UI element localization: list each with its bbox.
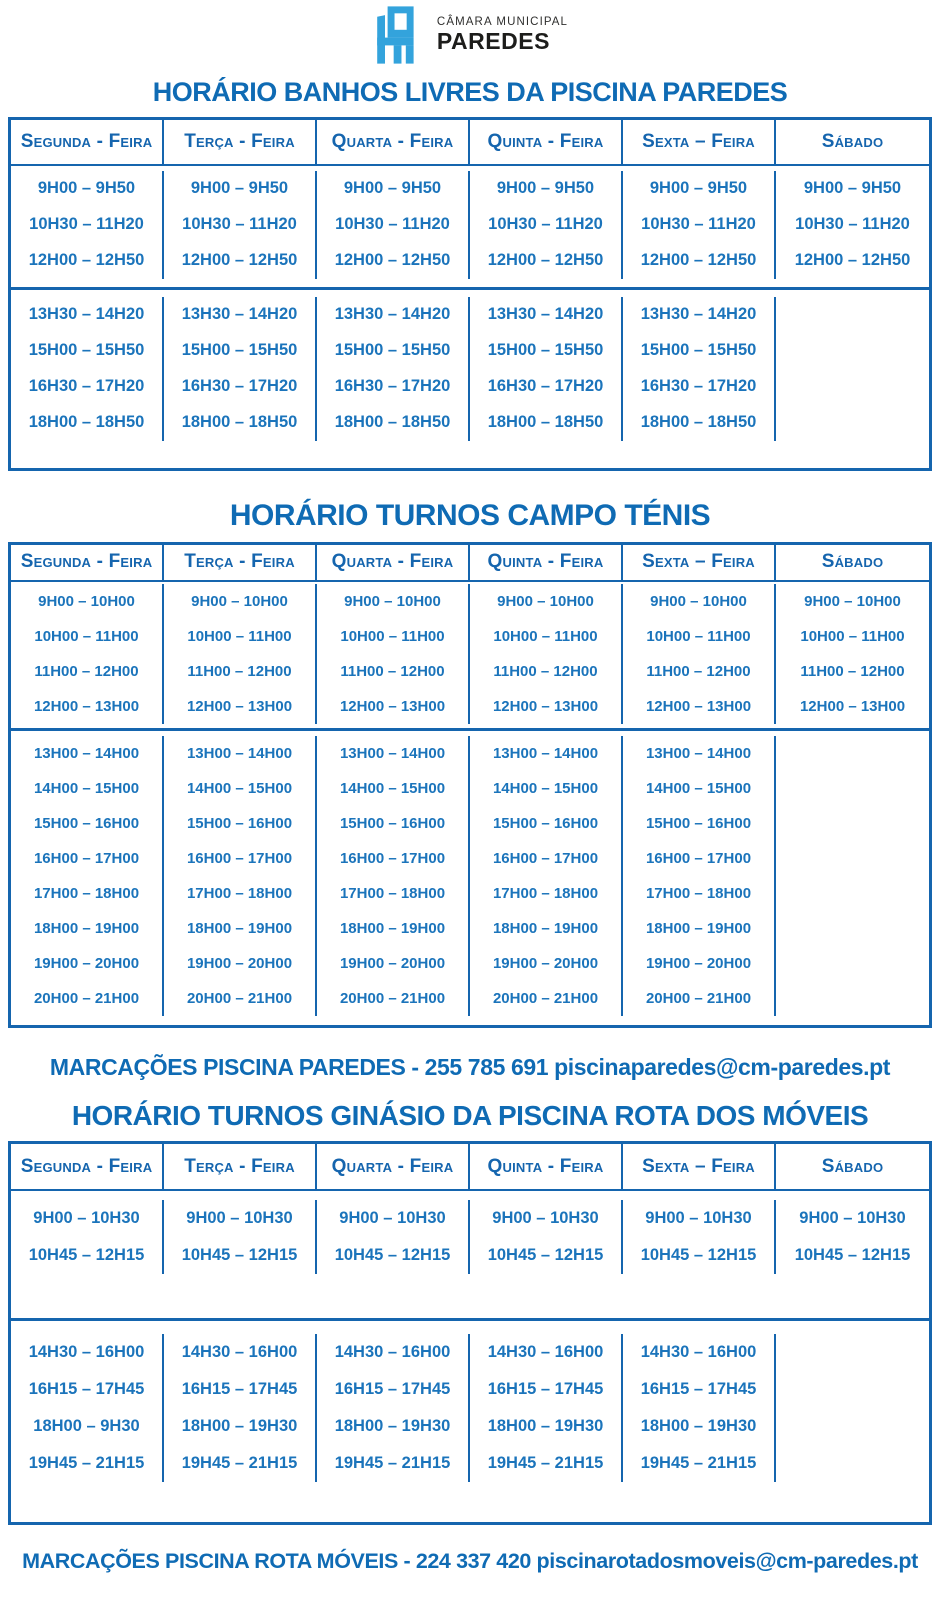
day-header-cell: Sábado bbox=[821, 130, 884, 152]
day-column bbox=[776, 297, 929, 441]
day-column bbox=[470, 1200, 623, 1274]
time-cell: 12H00 – 13H00 bbox=[799, 697, 906, 715]
time-cell: 15H00 – 16H00 bbox=[186, 814, 293, 832]
time-cell: 10H00 – 11H00 bbox=[340, 627, 445, 645]
time-cell: 16H15 – 17H45 bbox=[28, 1380, 145, 1399]
time-cell: 18H00 – 18H50 bbox=[487, 413, 604, 432]
schedule-table-banhos-livres bbox=[8, 117, 932, 471]
time-cell: 12H00 – 12H50 bbox=[794, 251, 911, 270]
day-header-cell: Quinta - Feira bbox=[470, 545, 623, 580]
time-cell: 9H00 – 9H50 bbox=[343, 179, 442, 198]
day-column bbox=[776, 1334, 929, 1482]
time-cell: 10H30 – 11H20 bbox=[488, 215, 603, 234]
day-column bbox=[11, 1334, 164, 1482]
time-cell: 14H30 – 16H00 bbox=[28, 1343, 145, 1362]
time-cell: 16H30 – 17H20 bbox=[28, 377, 145, 396]
time-cell: 18H00 – 19H30 bbox=[487, 1417, 604, 1436]
time-cell bbox=[776, 1408, 929, 1445]
day-header-cell: Quarta - Feira bbox=[317, 120, 470, 164]
time-cell: 18H00 – 19H00 bbox=[339, 919, 446, 937]
time-cell: 18H00 – 19H00 bbox=[33, 919, 140, 937]
schedule-title-campo-tenis: HORÁRIO TURNOS CAMPO TÉNIS bbox=[229, 498, 711, 532]
day-header-cell: Quarta - Feira bbox=[317, 545, 470, 580]
day-header-cell: Terça - Feira bbox=[164, 545, 317, 580]
time-cell: 16H15 – 17H45 bbox=[487, 1380, 604, 1399]
schedule-block bbox=[11, 1191, 929, 1318]
day-header-cell: Quinta - Feira bbox=[470, 120, 623, 164]
time-cell bbox=[776, 911, 929, 946]
day-header-cell: Quarta - Feira bbox=[317, 1144, 470, 1189]
day-column bbox=[623, 171, 776, 279]
day-column bbox=[623, 584, 776, 724]
schedule-block bbox=[11, 582, 929, 728]
day-column bbox=[470, 736, 623, 1016]
time-cell: 18H00 – 19H00 bbox=[186, 919, 293, 937]
time-cell bbox=[776, 946, 929, 981]
time-cell: 15H00 – 16H00 bbox=[492, 814, 599, 832]
time-cell: 14H30 – 16H00 bbox=[181, 1343, 298, 1362]
day-column bbox=[11, 1200, 164, 1274]
time-cell: 9H00 – 10H30 bbox=[645, 1209, 752, 1228]
day-column bbox=[164, 584, 317, 724]
day-header-cell: Sexta – Feira bbox=[623, 120, 776, 164]
time-cell: 14H00 – 15H00 bbox=[33, 779, 140, 797]
time-cell: 9H00 – 10H30 bbox=[33, 1209, 140, 1228]
time-cell: 18H00 – 19H30 bbox=[334, 1417, 451, 1436]
time-cell: 15H00 – 15H50 bbox=[487, 341, 604, 360]
schedule-title-banhos-livres: HORÁRIO BANHOS LIVRES DA PISCINA PAREDES bbox=[152, 77, 788, 107]
time-cell: 11H00 – 12H00 bbox=[340, 662, 445, 680]
time-cell bbox=[776, 771, 929, 806]
time-cell: 20H00 – 21H00 bbox=[645, 989, 752, 1007]
time-cell: 9H00 – 10H30 bbox=[492, 1209, 599, 1228]
time-cell: 19H45 – 21H15 bbox=[487, 1454, 604, 1473]
day-column bbox=[317, 1334, 470, 1482]
time-cell: 16H00 – 17H00 bbox=[186, 849, 293, 867]
time-cell bbox=[776, 876, 929, 911]
time-cell: 9H00 – 10H30 bbox=[339, 1209, 446, 1228]
time-cell: 17H00 – 18H00 bbox=[186, 884, 293, 902]
time-cell: 13H30 – 14H20 bbox=[181, 305, 298, 324]
time-cell: 12H00 – 13H00 bbox=[33, 697, 140, 715]
time-cell: 19H45 – 21H15 bbox=[181, 1454, 298, 1473]
time-cell: 9H00 – 9H50 bbox=[803, 179, 902, 198]
time-cell: 19H00 – 20H00 bbox=[33, 954, 140, 972]
time-cell: 10H00 – 11H00 bbox=[646, 627, 751, 645]
time-cell: 17H00 – 18H00 bbox=[339, 884, 446, 902]
time-cell: 16H30 – 17H20 bbox=[181, 377, 298, 396]
day-column bbox=[470, 584, 623, 724]
logo-city-name: PAREDES bbox=[436, 28, 550, 55]
day-column bbox=[317, 584, 470, 724]
time-cell: 18H00 – 18H50 bbox=[28, 413, 145, 432]
time-cell: 14H00 – 15H00 bbox=[339, 779, 446, 797]
day-column bbox=[317, 171, 470, 279]
time-cell: 15H00 – 16H00 bbox=[33, 814, 140, 832]
day-header-cell: Segunda - Feira bbox=[11, 545, 164, 580]
time-cell: 12H00 – 12H50 bbox=[181, 251, 298, 270]
time-cell: 11H00 – 12H00 bbox=[646, 662, 751, 680]
time-cell: 11H00 – 12H00 bbox=[34, 662, 139, 680]
time-cell: 10H45 – 12H15 bbox=[487, 1246, 604, 1265]
day-column bbox=[11, 171, 164, 279]
time-cell: 10H30 – 11H20 bbox=[335, 215, 450, 234]
day-column bbox=[317, 297, 470, 441]
time-cell: 10H45 – 12H15 bbox=[181, 1246, 298, 1265]
day-column bbox=[623, 297, 776, 441]
time-cell bbox=[776, 297, 929, 333]
day-header-cell: Segunda - Feira bbox=[11, 1144, 164, 1189]
day-column bbox=[164, 736, 317, 1016]
day-header-cell: Terça - Feira bbox=[164, 120, 317, 164]
time-cell: 10H45 – 12H15 bbox=[28, 1246, 145, 1265]
time-cell: 12H00 – 12H50 bbox=[334, 251, 451, 270]
time-cell: 12H00 – 12H50 bbox=[487, 251, 604, 270]
time-cell: 9H00 – 10H00 bbox=[650, 592, 747, 610]
day-column bbox=[11, 584, 164, 724]
day-column bbox=[470, 297, 623, 441]
day-column bbox=[11, 736, 164, 1016]
time-cell: 16H15 – 17H45 bbox=[334, 1380, 451, 1399]
schedule-block bbox=[11, 728, 929, 1025]
time-cell: 9H00 – 9H50 bbox=[649, 179, 748, 198]
time-cell: 14H30 – 16H00 bbox=[334, 1343, 451, 1362]
time-cell: 9H00 – 10H00 bbox=[804, 592, 901, 610]
day-column bbox=[164, 171, 317, 279]
time-cell: 18H00 – 19H00 bbox=[645, 919, 752, 937]
day-column bbox=[11, 297, 164, 441]
time-cell: 12H00 – 13H00 bbox=[492, 697, 599, 715]
day-column bbox=[623, 1200, 776, 1274]
time-cell: 9H00 – 10H00 bbox=[38, 592, 135, 610]
time-cell: 16H00 – 17H00 bbox=[492, 849, 599, 867]
time-cell: 20H00 – 21H00 bbox=[33, 989, 140, 1007]
time-cell bbox=[776, 736, 929, 771]
day-column bbox=[317, 1200, 470, 1274]
time-cell: 20H00 – 21H00 bbox=[492, 989, 599, 1007]
time-cell: 13H00 – 14H00 bbox=[33, 744, 140, 762]
time-cell: 20H00 – 21H00 bbox=[186, 989, 293, 1007]
time-cell: 13H30 – 14H20 bbox=[640, 305, 757, 324]
day-header-cell: Sábado bbox=[821, 551, 884, 573]
day-column bbox=[623, 736, 776, 1016]
time-cell: 12H00 – 13H00 bbox=[339, 697, 446, 715]
time-cell: 10H30 – 11H20 bbox=[795, 215, 910, 234]
time-cell: 14H00 – 15H00 bbox=[492, 779, 599, 797]
day-column bbox=[470, 171, 623, 279]
time-cell bbox=[776, 981, 929, 1016]
day-column bbox=[776, 736, 929, 1016]
time-cell: 12H00 – 12H50 bbox=[28, 251, 145, 270]
time-cell: 16H00 – 17H00 bbox=[645, 849, 752, 867]
time-cell: 20H00 – 21H00 bbox=[339, 989, 446, 1007]
time-cell: 13H30 – 14H20 bbox=[487, 305, 604, 324]
contact-line-piscina-paredes: MARCAÇÕES PISCINA PAREDES - 255 785 691 piscinaparedes@cm-paredes.pt bbox=[49, 1053, 891, 1080]
time-cell: 18H00 – 19H30 bbox=[640, 1417, 757, 1436]
time-cell: 9H00 – 9H50 bbox=[496, 179, 595, 198]
time-cell: 19H00 – 20H00 bbox=[186, 954, 293, 972]
time-cell: 17H00 – 18H00 bbox=[492, 884, 599, 902]
time-cell: 18H00 – 18H50 bbox=[181, 413, 298, 432]
time-cell: 15H00 – 16H00 bbox=[645, 814, 752, 832]
time-cell: 17H00 – 18H00 bbox=[33, 884, 140, 902]
time-cell: 12H00 – 12H50 bbox=[640, 251, 757, 270]
time-cell: 14H00 – 15H00 bbox=[645, 779, 752, 797]
time-cell: 11H00 – 12H00 bbox=[800, 662, 905, 680]
day-column bbox=[776, 1200, 929, 1274]
time-cell: 10H30 – 11H20 bbox=[641, 215, 756, 234]
time-cell bbox=[776, 1371, 929, 1408]
municipal-logo bbox=[0, 0, 940, 62]
time-cell bbox=[776, 369, 929, 405]
time-cell: 10H00 – 11H00 bbox=[800, 627, 905, 645]
time-cell: 19H00 – 20H00 bbox=[339, 954, 446, 972]
day-column bbox=[623, 1334, 776, 1482]
day-column bbox=[164, 1200, 317, 1274]
schedule-table-ginasio-rota-moveis bbox=[8, 1141, 932, 1525]
time-cell bbox=[776, 333, 929, 369]
time-cell: 12H00 – 13H00 bbox=[186, 697, 293, 715]
time-cell: 13H00 – 14H00 bbox=[645, 744, 752, 762]
day-header-cell: Segunda - Feira bbox=[11, 120, 164, 164]
time-cell: 13H30 – 14H20 bbox=[334, 305, 451, 324]
time-cell: 10H00 – 11H00 bbox=[34, 627, 139, 645]
time-cell: 16H30 – 17H20 bbox=[334, 377, 451, 396]
time-cell: 19H45 – 21H15 bbox=[640, 1454, 757, 1473]
time-cell: 13H00 – 14H00 bbox=[186, 744, 293, 762]
day-column bbox=[164, 1334, 317, 1482]
time-cell: 9H00 – 9H50 bbox=[37, 179, 136, 198]
time-cell: 13H00 – 14H00 bbox=[492, 744, 599, 762]
time-cell: 14H00 – 15H00 bbox=[186, 779, 293, 797]
time-cell bbox=[776, 1445, 929, 1482]
time-cell: 18H00 – 9H30 bbox=[33, 1417, 140, 1436]
time-cell: 10H00 – 11H00 bbox=[493, 627, 598, 645]
time-cell: 19H45 – 21H15 bbox=[334, 1454, 451, 1473]
time-cell: 10H00 – 11H00 bbox=[187, 627, 292, 645]
day-column bbox=[470, 1334, 623, 1482]
time-cell: 17H00 – 18H00 bbox=[645, 884, 752, 902]
time-cell: 10H30 – 11H20 bbox=[182, 215, 297, 234]
time-cell: 13H00 – 14H00 bbox=[339, 744, 446, 762]
time-cell: 9H00 – 10H30 bbox=[186, 1209, 293, 1228]
time-cell: 16H15 – 17H45 bbox=[640, 1380, 757, 1399]
time-cell: 15H00 – 15H50 bbox=[181, 341, 298, 360]
time-cell: 15H00 – 16H00 bbox=[339, 814, 446, 832]
time-cell: 11H00 – 12H00 bbox=[493, 662, 598, 680]
time-cell: 15H00 – 15H50 bbox=[28, 341, 145, 360]
time-cell: 10H45 – 12H15 bbox=[640, 1246, 757, 1265]
day-column bbox=[776, 171, 929, 279]
day-column bbox=[317, 736, 470, 1016]
day-header-row bbox=[11, 1144, 929, 1191]
day-header-row bbox=[11, 120, 929, 166]
time-cell: 10H30 – 11H20 bbox=[29, 215, 144, 234]
schedule-title-ginasio-rota-moveis: HORÁRIO TURNOS GINÁSIO DA PISCINA ROTA DOS MÓVEIS bbox=[71, 1099, 869, 1131]
time-cell: 19H45 – 21H15 bbox=[28, 1454, 145, 1473]
schedule-block bbox=[11, 1318, 929, 1522]
time-cell: 18H00 – 19H30 bbox=[181, 1417, 298, 1436]
time-cell: 18H00 – 18H50 bbox=[640, 413, 757, 432]
day-header-cell: Sábado bbox=[821, 1155, 884, 1177]
schedule-block bbox=[11, 287, 929, 468]
day-column bbox=[776, 584, 929, 724]
time-cell: 9H00 – 10H00 bbox=[497, 592, 594, 610]
time-cell bbox=[776, 405, 929, 441]
time-cell: 9H00 – 10H00 bbox=[191, 592, 288, 610]
time-cell: 16H30 – 17H20 bbox=[640, 377, 757, 396]
time-cell: 9H00 – 9H50 bbox=[190, 179, 289, 198]
time-cell: 10H45 – 12H15 bbox=[334, 1246, 451, 1265]
time-cell: 15H00 – 15H50 bbox=[334, 341, 451, 360]
day-header-cell: Sexta – Feira bbox=[623, 1144, 776, 1189]
schedule-table-campo-tenis bbox=[8, 542, 932, 1028]
chair-icon bbox=[372, 6, 424, 64]
time-cell: 16H30 – 17H20 bbox=[487, 377, 604, 396]
time-cell: 18H00 – 18H50 bbox=[334, 413, 451, 432]
time-cell: 13H30 – 14H20 bbox=[28, 305, 145, 324]
time-cell: 19H00 – 20H00 bbox=[492, 954, 599, 972]
logo-org-name: CÂMARA MUNICIPAL bbox=[436, 16, 569, 29]
time-cell: 9H00 – 10H30 bbox=[799, 1209, 906, 1228]
time-cell: 12H00 – 13H00 bbox=[645, 697, 752, 715]
time-cell: 14H30 – 16H00 bbox=[640, 1343, 757, 1362]
day-header-cell: Sexta – Feira bbox=[623, 545, 776, 580]
day-header-row bbox=[11, 545, 929, 582]
day-header-cell: Terça - Feira bbox=[164, 1144, 317, 1189]
time-cell: 9H00 – 10H00 bbox=[344, 592, 441, 610]
time-cell: 16H00 – 17H00 bbox=[339, 849, 446, 867]
day-header-cell: Quinta - Feira bbox=[470, 1144, 623, 1189]
time-cell: 10H45 – 12H15 bbox=[794, 1246, 911, 1265]
time-cell: 19H00 – 20H00 bbox=[645, 954, 752, 972]
logo-text bbox=[437, 16, 568, 53]
contact-line-rota-moveis: MARCAÇÕES PISCINA ROTA MÓVEIS - 224 337 420 piscinarotadosmoveis@cm-paredes.pt bbox=[22, 1549, 918, 1574]
time-cell: 15H00 – 15H50 bbox=[640, 341, 757, 360]
time-cell: 14H30 – 16H00 bbox=[487, 1343, 604, 1362]
time-cell: 16H15 – 17H45 bbox=[181, 1380, 298, 1399]
time-cell: 11H00 – 12H00 bbox=[187, 662, 292, 680]
day-column bbox=[164, 297, 317, 441]
time-cell bbox=[776, 841, 929, 876]
schedule-block bbox=[11, 166, 929, 287]
time-cell bbox=[776, 806, 929, 841]
time-cell: 18H00 – 19H00 bbox=[492, 919, 599, 937]
time-cell: 16H00 – 17H00 bbox=[33, 849, 140, 867]
time-cell bbox=[776, 1334, 929, 1371]
